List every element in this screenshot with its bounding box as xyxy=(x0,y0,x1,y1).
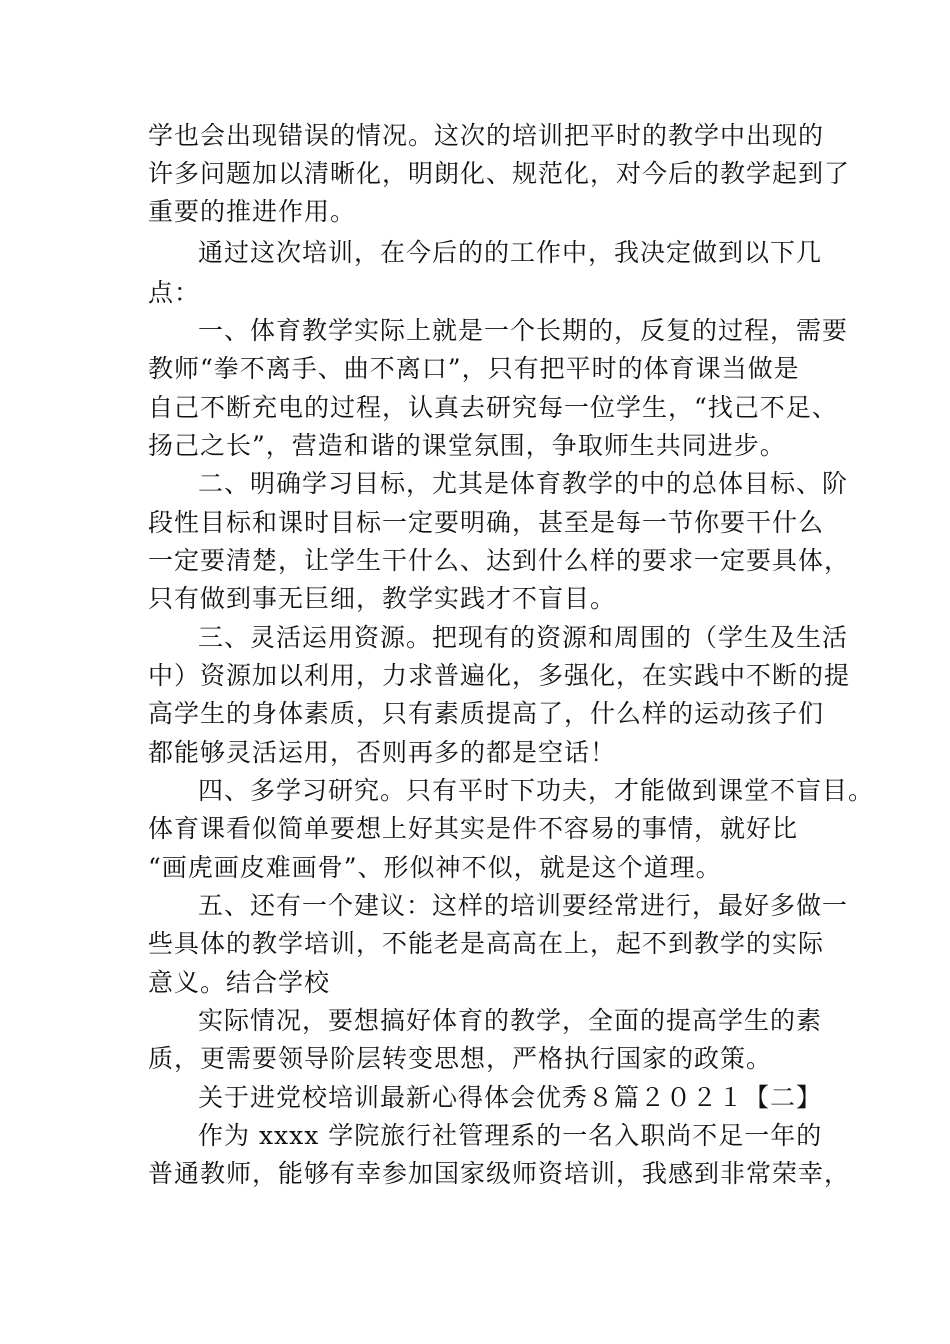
text-line: 学也会出现错误的情况。这次的培训把平时的教学中出现的 xyxy=(148,121,825,150)
paragraph-start-line: 五、还有一个建议：这样的培训要经常进行，最好多做一 xyxy=(198,891,849,920)
text-line: 意义。结合学校 xyxy=(148,968,331,997)
text-line: 段性目标和课时目标一定要明确，甚至是每一节你要干什么 xyxy=(148,508,825,537)
paragraph-start-line: 二、明确学习目标，尤其是体育教学的中的总体目标、阶 xyxy=(198,469,849,498)
text-line: 一定要清楚，让学生干什么、达到什么样的要求一定要具体， xyxy=(148,546,851,575)
paragraph-start-line: 作为 xxxx 学院旅行社管理系的一名入职尚不足一年的 xyxy=(198,1121,823,1150)
text-line: 都能够灵活运用，否则再多的都是空话！ xyxy=(148,738,617,767)
text-line: 扬己之长”，营造和谐的课堂氛围，争取师生共同进步。 xyxy=(148,431,786,460)
text-line: 中）资源加以利用，力求普遍化，多强化，在实践中不断的提 xyxy=(148,661,851,690)
text-line: 些具体的教学培训，不能老是高高在上，起不到教学的实际 xyxy=(148,929,825,958)
paragraph-start-line: 通过这次培训，在今后的的工作中，我决定做到以下几 xyxy=(198,238,823,267)
paragraph-start-line: 三、灵活运用资源。把现有的资源和周围的（学生及生活 xyxy=(198,623,849,652)
text-line: 只有做到事无巨细，教学实践才不盲目。 xyxy=(148,584,617,613)
text-line: 教师“拳不离手、曲不离口”，只有把平时的体育课当做是 xyxy=(148,354,800,383)
text-line: 体育课看似简单要想上好其实是件不容易的事情，就好比 xyxy=(148,814,799,843)
text-line: 许多问题加以清晰化，明朗化、规范化，对今后的教学起到了 xyxy=(148,159,851,188)
text-line: 重要的推进作用。 xyxy=(148,197,357,226)
text-line: 自己不断充电的过程，认真去研究每一位学生，“找己不足、 xyxy=(148,393,838,422)
section-heading: 关于进党校培训最新心得体会优秀８篇２０２１【二】 xyxy=(198,1083,823,1112)
text-line: 点： xyxy=(148,278,201,307)
paragraph-start-line: 实际情况，要想搞好体育的教学，全面的提高学生的素 xyxy=(198,1006,823,1035)
text-line: 质，更需要领导阶层转变思想，严格执行国家的政策。 xyxy=(148,1044,773,1073)
text-line: “画虎画皮难画骨”、形似神不似，就是这个道理。 xyxy=(148,853,722,882)
text-line: 高学生的身体素质，只有素质提高了，什么样的运动孩子们 xyxy=(148,699,825,728)
paragraph-start-line: 一、体育教学实际上就是一个长期的，反复的过程，需要 xyxy=(198,316,849,345)
text-line: 普通教师，能够有幸参加国家级师资培训，我感到非常荣幸， xyxy=(148,1159,851,1188)
paragraph-start-line: 四、多学习研究。只有平时下功夫，才能做到课堂不盲目。 xyxy=(198,776,875,805)
